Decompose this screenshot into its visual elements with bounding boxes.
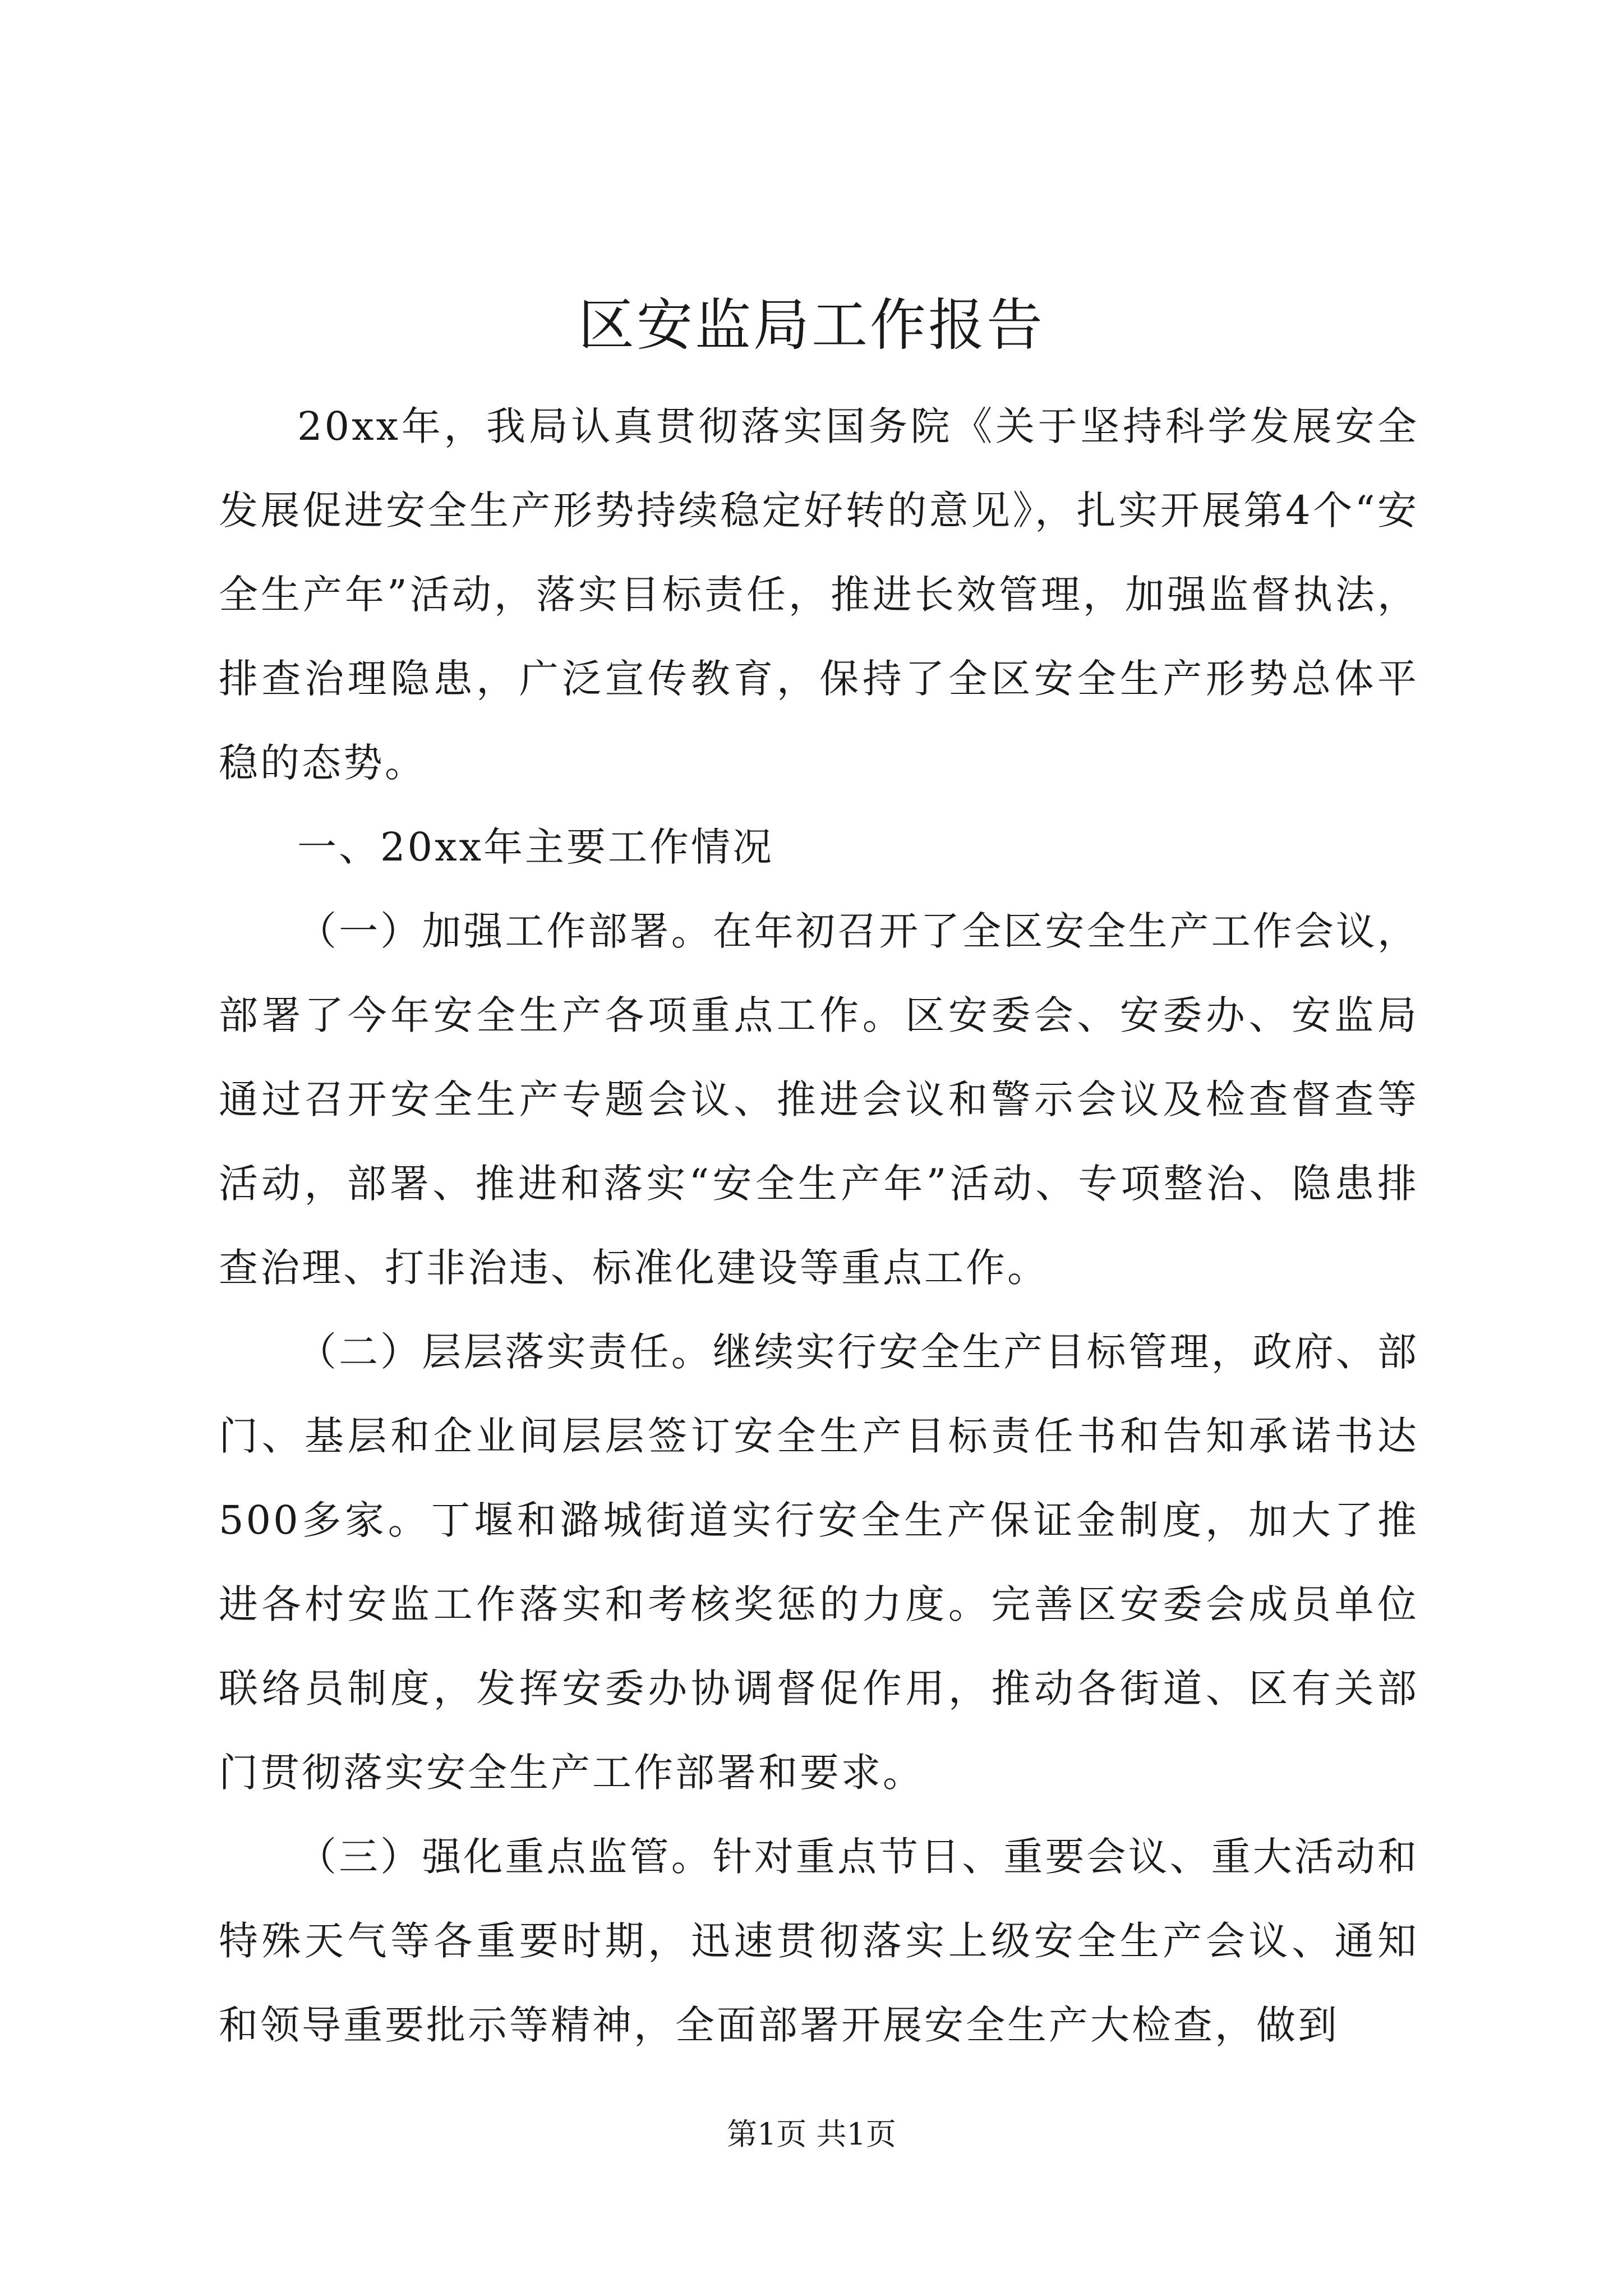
document-title: 区安监局工作报告	[578, 292, 1045, 358]
paragraph-key-supervision: （三）强化重点监管。针对重点节日、重要会议、重大活动和特殊天气等各重要时期，迅速贯彻落实上级安全生产会议、通知和领导重要批示等精神，全面部署开展安全生产大检查，做到	[219, 1834, 1419, 2048]
paragraph-work-deployment: （一）加强工作部署。在年初召开了全区安全生产工作会议，部署了今年安全生产各项重点工作。区安委会、安委办、安监局通过召开安全生产专题会议、推进会议和警示会议及检查督查等活动，部署、推进和落实“安全生产年”活动、专项整治、隐患排查治理、打非治违、标准化建设等重点工作。	[219, 908, 1419, 1291]
paragraph-responsibility: （二）层层落实责任。继续实行安全生产目标管理，政府、部门、基层和企业间层层签订安全生产目标责任书和告知承诺书达500多家。丁堰和潞城街道实行安全生产保证金制度，加大了推进各村安监工作落实和考核奖惩的力度。完善区安委会成员单位联络员制度，发挥安委办协调督促作用，推动各街道、区有关部门贯彻落实安全生产工作部署和要求。	[219, 1329, 1419, 1796]
section-heading: 一、20xx年主要工作情况	[297, 824, 774, 870]
intro-paragraph: 20xx年，我局认真贯彻落实国务院《关于坚持科学发展安全发展促进安全生产形势持续稳定好转的意见》，扎实开展第4个“安全生产年”活动，落实目标责任，推进长效管理，加强监督执法，排查治理隐患，广泛宣传教育，保持了全区安全生产形势总体平稳的态势。	[219, 403, 1419, 786]
page-footer: 第1页 共1页	[727, 2116, 896, 2152]
